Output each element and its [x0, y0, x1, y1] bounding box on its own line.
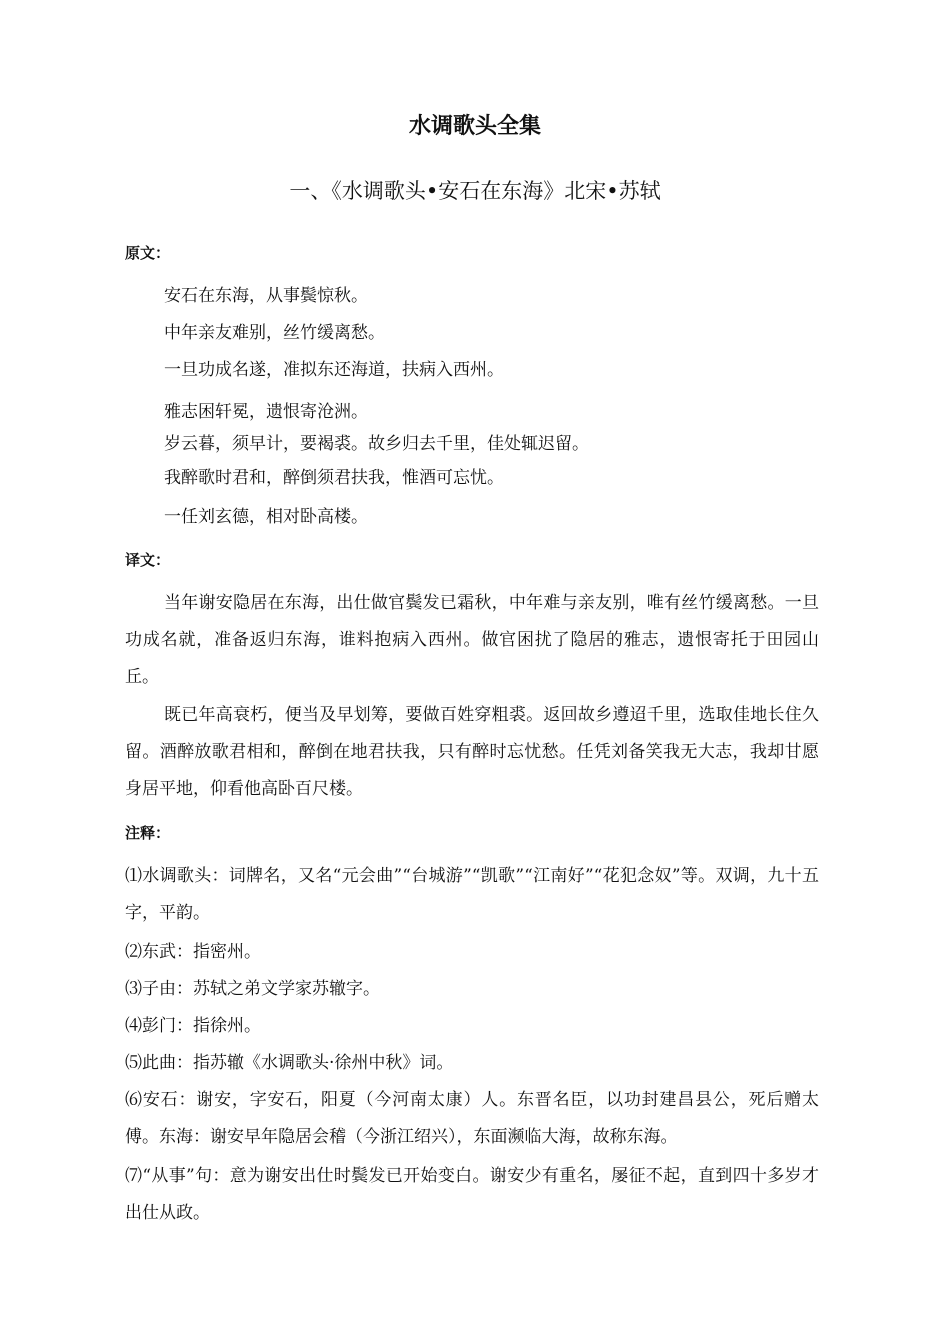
poem-line: 一旦功成名遂，准拟东还海道，扶病入西州。 — [164, 360, 504, 380]
note-item: ⑴水调歌头：词牌名，又名“元会曲”“台城游”“凯歌”“江南好”“花犯念奴”等。双调，九十五字，平韵。 — [125, 866, 819, 923]
translation-paragraph: 既已年高衰朽，便当及早划筹，要做百姓穿粗裘。返回故乡遵迢千里，选取佳地长住久留。酒醉放歌君相和，醉倒在地君扶我，只有醉时忘忧愁。任凭刘备笑我无大志，我却甘愿身居平地，仰看他高卧百尺楼。 — [125, 705, 819, 799]
poem-line: 一任刘玄德，相对卧高楼。 — [164, 507, 368, 527]
poem-line: 中年亲友难别，丝竹缓离愁。 — [164, 323, 385, 343]
poem-line: 我醉歌时君和，醉倒须君扶我，惟酒可忘忧。 — [164, 468, 504, 488]
original-text-label: 原文： — [125, 244, 171, 262]
translation-label: 译文： — [125, 551, 171, 569]
note-item: ⑷彭门：指徐州。 — [125, 1016, 261, 1036]
note-item: ⑹安石：谢安，字安石，阳夏（今河南太康）人。东晋名臣，以功封建昌县公，死后赠太傅。东海：谢安早年隐居会稽（今浙江绍兴），东面濒临大海，故称东海。 — [125, 1090, 819, 1147]
note-item: ⑶子由：苏轼之弟文学家苏辙字。 — [125, 979, 380, 999]
note-item: ⑺“从事”句：意为谢安出仕时鬓发已开始变白。谢安少有重名，屡征不起，直到四十多岁才出仕从政。 — [125, 1166, 819, 1223]
poem-heading: 一、《水调歌头•安石在东海》北宋•苏轼 — [289, 179, 661, 203]
poem-line: 岁云暮，须早计，要褐裘。故乡归去千里，佳处辄迟留。 — [164, 434, 589, 454]
note-item: ⑸此曲：指苏辙《水调歌头·徐州中秋》词。 — [125, 1053, 454, 1073]
poem-line: 安石在东海，从事鬓惊秋。 — [164, 286, 368, 306]
translation-paragraph: 当年谢安隐居在东海，出仕做官鬓发已霜秋，中年难与亲友别，唯有丝竹缓离愁。一旦功成名就，准备返归东海，谁料抱病入西州。做官困扰了隐居的雅志，遗恨寄托于田园山丘。 — [125, 593, 819, 687]
notes-label: 注释： — [125, 824, 171, 842]
note-item: ⑵东武：指密州。 — [125, 942, 261, 962]
document-title: 水调歌头全集 — [408, 114, 541, 139]
poem-line: 雅志困轩冕，遗恨寄沧洲。 — [164, 402, 368, 422]
